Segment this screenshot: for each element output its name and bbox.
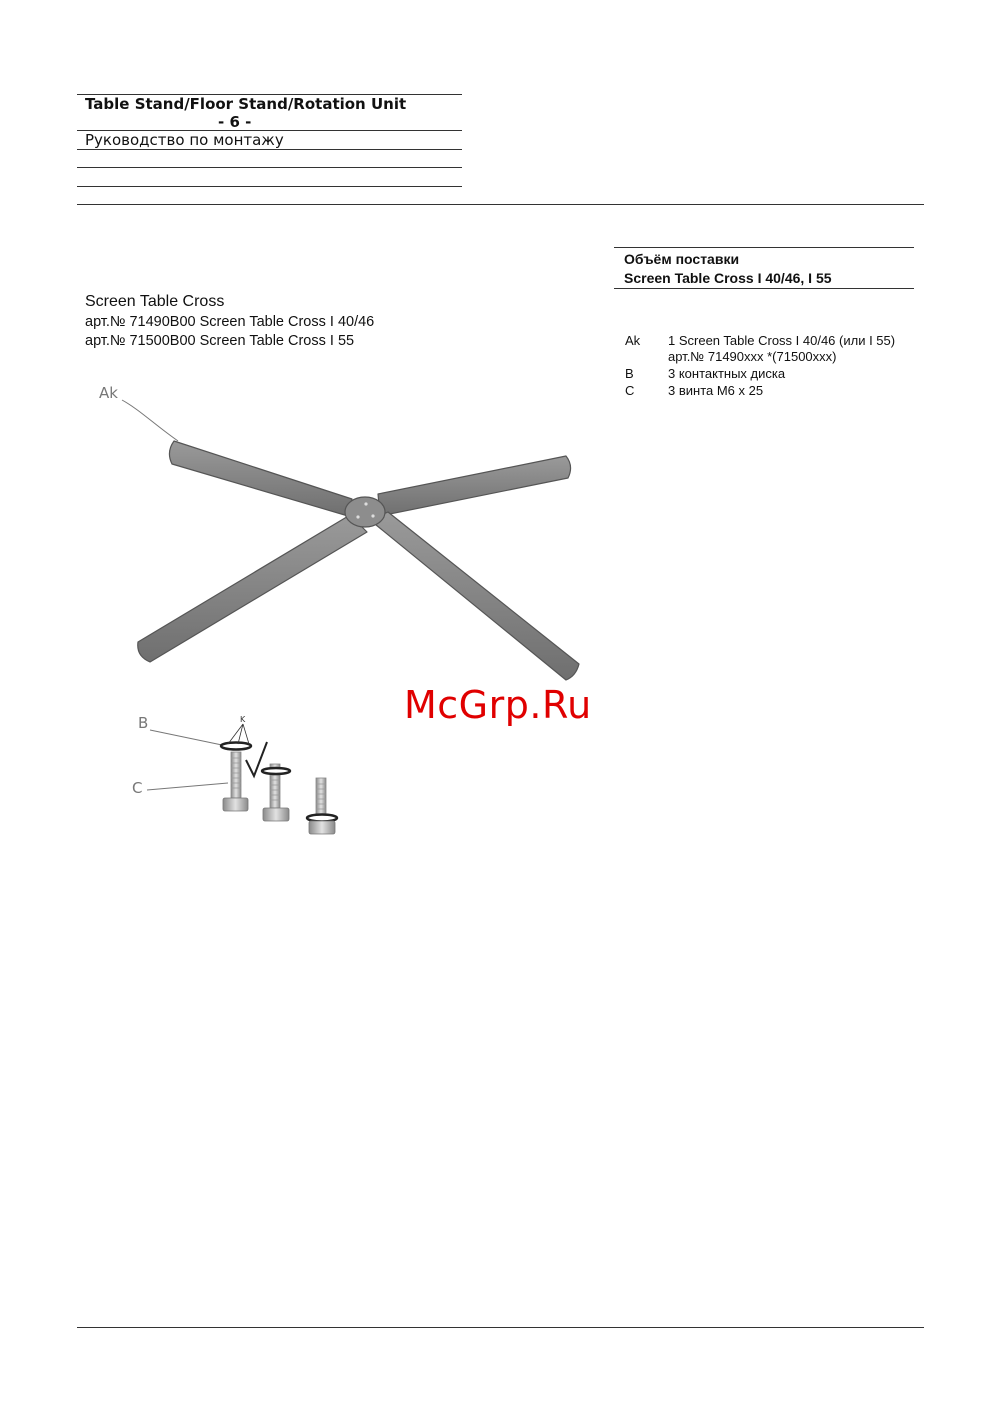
delivery-product: Screen Table Cross I 40/46, I 55 [624,270,832,286]
screw-icon [223,752,248,811]
table-cross [138,441,579,680]
label-c: C [132,779,143,797]
page-number: - 6 - [218,113,252,131]
contact-disc [221,743,251,750]
item-code-c: C [625,383,635,398]
item-code-ak: Ak [625,333,641,348]
leader-line-ak [122,400,178,441]
document-subtitle: Руководство по монтажу [85,131,284,149]
item-text-c: 3 винта M6 x 25 [668,383,764,398]
section-title: Screen Table Cross [85,293,225,310]
watermark: McGrp.Ru [404,683,592,727]
label-k: K [240,715,246,724]
document-title: Table Stand/Floor Stand/Rotation Unit [85,95,407,113]
item-text-b: 3 контактных диска [668,366,786,381]
article-number-1: арт.№ 71490B00 Screen Table Cross I 40/46 [85,314,375,330]
leader-line-c [147,783,228,790]
item-sub-ak: арт.№ 71490xxx *(71500xxx) [668,349,837,364]
screw-with-disc-at-head-icon [307,778,337,834]
label-b: B [138,714,149,732]
item-text-ak: 1 Screen Table Cross I 40/46 (или I 55) [668,333,896,348]
item-code-b: B [625,366,634,381]
k-pointer-lines [228,724,249,744]
label-ak: Ak [99,384,118,402]
delivery-heading: Объём поставки [624,251,740,267]
article-number-2: арт.№ 71500B00 Screen Table Cross I 55 [85,333,355,349]
screw-with-disc-icon [262,764,290,821]
leader-line-b [150,730,222,745]
